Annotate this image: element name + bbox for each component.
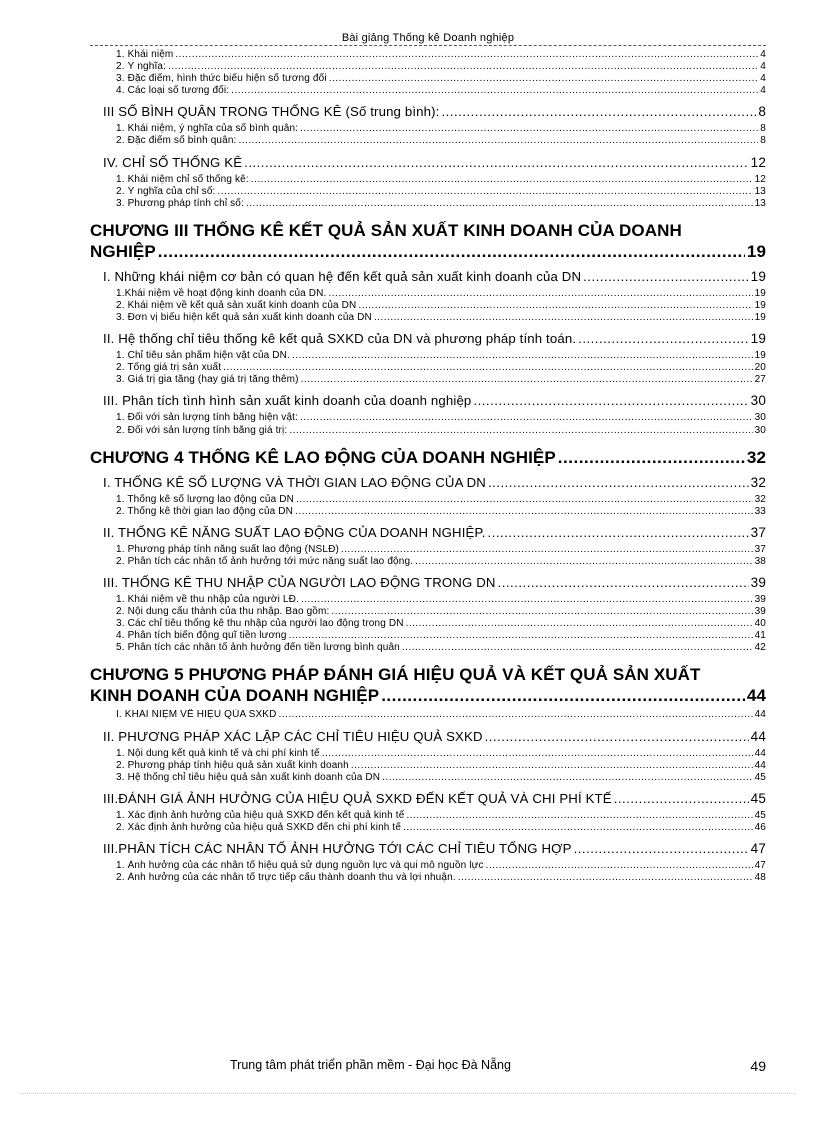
toc-entry-title: 1. Khái niệm, ý nghĩa của số bình quân: xyxy=(116,123,299,135)
toc-entry-title: I. THỐNG KÊ SỐ LƯỢNG VÀ THỜI GIAN LAO ĐỘNG CỦA DN xyxy=(103,474,486,490)
dot-leader xyxy=(301,374,753,386)
subsection-group xyxy=(90,412,766,436)
toc-chapter-entry[interactable] xyxy=(90,447,766,468)
dot-leader xyxy=(300,123,758,135)
dot-leader xyxy=(374,312,753,324)
toc-entry-title: 2. Thống kê thời gian lao động của DN xyxy=(116,505,294,517)
toc-entry-page: 44 xyxy=(754,747,766,759)
dot-leader xyxy=(289,630,753,642)
toc-entry-page: 47 xyxy=(754,860,766,871)
toc-entry-page: 19 xyxy=(754,287,766,299)
toc-entry[interactable] xyxy=(116,748,766,760)
toc-entry[interactable] xyxy=(116,198,766,210)
toc-entry[interactable] xyxy=(116,135,766,147)
toc-entry-page: 45 xyxy=(754,809,766,821)
dot-leader xyxy=(301,594,753,606)
toc-entry[interactable] xyxy=(116,312,766,324)
toc-entry-page: 19 xyxy=(750,331,766,347)
toc-entry[interactable] xyxy=(103,268,766,285)
toc-entry-title: 1. Ảnh hưởng của các nhân tố hiệu quả sử dụng nguồn lực và qui mô nguồn lực xyxy=(116,860,484,871)
section-group xyxy=(90,154,766,171)
toc-entry-title: 2. Đối với sản lượng tính bằng giá trị: xyxy=(116,424,288,436)
toc-entry-page: 33 xyxy=(754,505,766,517)
toc-entry[interactable] xyxy=(116,494,766,506)
toc-entry-title: II. Hệ thống chỉ tiêu thống kê kết quả SXKD của DN và phương pháp tính toán. xyxy=(103,331,577,347)
toc-entry-page: 38 xyxy=(754,555,766,567)
dot-leader xyxy=(158,241,745,262)
toc-entry[interactable] xyxy=(116,61,766,73)
toc-entry-page: 8 xyxy=(760,135,766,147)
section-group xyxy=(90,330,766,347)
toc-entry[interactable] xyxy=(116,374,766,386)
toc-entry[interactable] xyxy=(116,362,766,374)
toc-entry[interactable] xyxy=(116,822,766,834)
toc-entry[interactable] xyxy=(116,594,766,606)
toc-entry-page: 19 xyxy=(754,312,766,324)
toc-entry-page: 40 xyxy=(754,618,766,630)
toc-entry[interactable] xyxy=(116,186,766,198)
toc-entry[interactable] xyxy=(103,524,766,541)
toc-entry-page: 13 xyxy=(754,185,766,197)
toc-entry-title: 5. Phân tích các nhân tố ảnh hưởng đến tiền lương bình quân xyxy=(116,642,400,654)
toc-entry[interactable] xyxy=(116,872,766,884)
toc-entry[interactable] xyxy=(116,350,766,362)
dot-leader xyxy=(406,810,752,822)
toc-entry-title: 1. Xác định ảnh hưởng của hiệu quả SXKD đến kết quả kinh tế xyxy=(116,809,405,821)
toc-entry-title: 1.Khái niệm về hoạt động kinh doanh của DN. xyxy=(116,287,327,299)
toc-entry[interactable] xyxy=(116,174,766,186)
toc-entry-title: 2. Tổng giá trị sản xuất xyxy=(116,362,222,374)
toc-entry-title: 1. Phương pháp tính năng suất lao động (NSLĐ) xyxy=(116,543,339,555)
toc-entry[interactable] xyxy=(116,73,766,85)
dot-leader xyxy=(498,574,749,591)
toc-entry-page: 48 xyxy=(754,872,766,884)
toc-entry-page: 13 xyxy=(754,197,766,209)
subsection-group xyxy=(90,174,766,210)
subsection-group xyxy=(90,123,766,147)
subsection-group xyxy=(90,748,766,784)
dot-leader xyxy=(251,174,753,186)
dot-leader xyxy=(300,412,753,424)
toc-entry-title: 2. Khái niệm về kết quả sản xuất kinh doanh của DN xyxy=(116,299,357,311)
toc-entry-title: 1. Chỉ tiêu sản phẩm hiện vật của DN. xyxy=(116,350,290,362)
toc-entry-title: 2. Nội dung cấu thành của thu nhập. Bao gồm: xyxy=(116,606,330,618)
toc-entry-page: 27 xyxy=(754,374,766,386)
dot-leader xyxy=(239,135,759,147)
toc-entry[interactable] xyxy=(116,860,766,872)
dot-leader xyxy=(295,506,753,518)
section-group xyxy=(90,728,766,745)
dot-leader xyxy=(583,268,749,285)
toc-entry[interactable] xyxy=(116,506,766,518)
dot-leader xyxy=(402,642,753,654)
dot-leader xyxy=(322,748,753,760)
toc-entry-title: 2. Ảnh hưởng của các nhân tố trực tiếp cấu thành doanh thu và lợi nhuận. xyxy=(116,872,456,884)
toc-entry-page: 20 xyxy=(754,362,766,374)
toc-entry-title: 2. Ý nghĩa của chỉ số: xyxy=(116,185,216,197)
toc-entry[interactable] xyxy=(103,154,766,171)
dot-leader xyxy=(458,872,753,884)
table-of-contents xyxy=(90,49,766,884)
toc-entry-title: 2. Xác định ảnh hưởng của hiệu quả SXKD đến chi phí kinh tế xyxy=(116,821,402,833)
toc-entry-page: 19 xyxy=(750,268,766,284)
dot-leader xyxy=(246,198,753,210)
toc-entry-page: 30 xyxy=(754,412,766,424)
toc-entry-page: 30 xyxy=(754,424,766,436)
toc-entry[interactable] xyxy=(116,709,766,721)
toc-entry-title: III SỐ BÌNH QUÂN TRONG THỐNG KÊ (Số trung bình): xyxy=(103,104,440,120)
toc-entry-title: III. Phân tích tình hình sản xuất kinh doanh của doanh nghiệp xyxy=(103,393,472,409)
dot-leader xyxy=(381,685,745,706)
page-number: 49 xyxy=(750,1058,766,1074)
toc-entry[interactable] xyxy=(103,474,766,491)
toc-entry-page: 44 xyxy=(754,709,766,721)
toc-entry[interactable] xyxy=(103,103,766,120)
toc-entry[interactable] xyxy=(103,790,766,807)
toc-entry-page: 44 xyxy=(746,686,766,706)
toc-entry-title: 4. Các loại số tương đối: xyxy=(116,85,230,97)
toc-entry-page: 8 xyxy=(760,123,766,135)
toc-entry-page: 42 xyxy=(754,642,766,654)
section-group xyxy=(90,524,766,541)
toc-entry-page: 19 xyxy=(754,299,766,311)
toc-entry-title: 3. Hệ thống chỉ tiêu hiệu quả sản xuất kinh doanh của DN xyxy=(116,771,381,783)
toc-entry-page: 44 xyxy=(750,728,766,744)
toc-entry-title: 1. Đối với sản lượng tính bằng hiện vật: xyxy=(116,412,299,424)
subsection-group xyxy=(90,350,766,386)
toc-entry-page: 30 xyxy=(750,393,766,409)
section-group xyxy=(90,474,766,491)
dot-leader xyxy=(406,618,753,630)
toc-entry-page: 45 xyxy=(750,790,766,806)
toc-entry[interactable] xyxy=(116,412,766,424)
toc-entry-title: 3. Giá trị gia tăng (hay giá trị tăng thêm) xyxy=(116,374,299,386)
toc-entry-title: 3. Đơn vị biểu hiện kết quả sản xuất kinh doanh của DN xyxy=(116,312,372,324)
toc-entry-title: 1. Nội dung kết quả kinh tế và chi phí kinh tế xyxy=(116,747,320,759)
dot-leader xyxy=(244,154,749,171)
toc-entry-title: CHƯƠNG 4 THỐNG KÊ LAO ĐỘNG CỦA DOANH NGHIỆP xyxy=(90,447,556,467)
toc-entry[interactable] xyxy=(116,772,766,784)
toc-entry-page: 39 xyxy=(750,574,766,590)
toc-entry-page: 46 xyxy=(754,821,766,833)
page-edge xyxy=(20,1093,796,1094)
subsection-group xyxy=(90,544,766,568)
dot-leader xyxy=(175,49,758,61)
dot-leader xyxy=(289,425,752,437)
dot-leader xyxy=(614,790,749,807)
dot-leader xyxy=(328,288,752,300)
section-group xyxy=(90,790,766,807)
toc-entry-title: III.PHÂN TÍCH CÁC NHÂN TỐ ẢNH HƯỞNG TỚI CÁC CHỈ TIÊU TỔNG HỢP xyxy=(103,841,572,856)
toc-entry-page: 41 xyxy=(754,630,766,642)
dot-leader xyxy=(488,474,749,491)
toc-entry-title: 2. Phương pháp tính hiệu quả sản xuất kinh doanh xyxy=(116,759,349,771)
toc-entry[interactable] xyxy=(116,810,766,822)
dot-leader xyxy=(331,606,752,618)
toc-entry-page: 12 xyxy=(750,154,766,170)
toc-entry-title: 4. Phân tích biến động quĩ tiền lương xyxy=(116,630,287,642)
toc-entry-page: 37 xyxy=(754,543,766,555)
toc-entry[interactable] xyxy=(116,425,766,437)
toc-entry-title: III.ĐÁNH GIÁ ẢNH HƯỞNG CỦA HIỆU QUẢ SXKD ĐẾN KẾT QUẢ VÀ CHI PHÍ KTẾ xyxy=(103,790,612,806)
toc-entry-page: 39 xyxy=(754,606,766,618)
dot-leader xyxy=(231,85,758,97)
toc-entry-title: 2. Phân tích các nhân tố ảnh hưởng tới mức năng suất lao động. xyxy=(116,555,414,567)
toc-entry[interactable] xyxy=(116,544,766,556)
toc-entry[interactable] xyxy=(103,840,766,857)
chapter-heading xyxy=(90,664,766,706)
subsection-group xyxy=(90,860,766,884)
toc-entry[interactable] xyxy=(116,618,766,630)
dot-leader xyxy=(296,494,753,506)
toc-entry-title: 3. Các chỉ tiêu thống kê thu nhập của người lao động trong DN xyxy=(116,618,404,630)
dot-leader xyxy=(488,524,749,541)
dot-leader xyxy=(473,392,748,409)
section-group xyxy=(90,103,766,120)
subsection-group xyxy=(90,594,766,654)
toc-entry-page: 12 xyxy=(754,173,766,185)
dot-leader xyxy=(558,447,745,468)
subsection-group xyxy=(90,709,766,721)
section-group xyxy=(90,392,766,409)
toc-entry-title: IV. CHỈ SỐ THỐNG KÊ xyxy=(103,154,243,170)
dot-leader xyxy=(341,544,753,556)
toc-entry[interactable] xyxy=(116,760,766,772)
dot-leader xyxy=(329,73,759,85)
dot-leader xyxy=(485,728,749,745)
toc-entry-title: 2. Đặc điểm số bình quân: xyxy=(116,135,237,147)
footer-text: Trung tâm phát triển phần mềm - Đại học Đà Nẵng xyxy=(230,1058,511,1072)
dot-leader xyxy=(486,860,753,872)
toc-entry-title: II. THỐNG KÊ NĂNG SUẤT LAO ĐỘNG CỦA DOANH NGHIỆP. xyxy=(103,524,486,540)
toc-entry-page: 44 xyxy=(754,759,766,771)
toc-entry-title: 1. Thống kê số lượng lao động của DN xyxy=(116,493,295,505)
toc-entry[interactable] xyxy=(116,85,766,97)
toc-entry[interactable] xyxy=(116,556,766,568)
toc-entry-page: 39 xyxy=(754,593,766,605)
toc-entry[interactable] xyxy=(116,642,766,654)
toc-entry-page: 19 xyxy=(754,350,766,362)
chapter-title-line: CHƯƠNG 5 PHƯƠNG PHÁP ĐÁNH GIÁ HIỆU QUẢ VÀ KẾT QUẢ SẢN XUẤT xyxy=(90,665,701,685)
subsection-group xyxy=(90,288,766,324)
dot-leader xyxy=(382,772,752,784)
section-group xyxy=(90,840,766,857)
toc-entry[interactable] xyxy=(103,392,766,409)
toc-entry-page: 4 xyxy=(760,61,766,73)
toc-entry-title: I. Những khái niệm cơ bản có quan hệ đến kết quả sản xuất kinh doanh của DN xyxy=(103,268,582,284)
toc-entry[interactable] xyxy=(103,728,766,745)
dot-leader xyxy=(223,362,752,374)
toc-entry-title: 1. Khái niệm xyxy=(116,49,174,60)
toc-entry[interactable] xyxy=(103,574,766,591)
toc-entry[interactable] xyxy=(116,49,766,61)
dot-leader xyxy=(441,103,756,120)
toc-entry[interactable] xyxy=(103,330,766,347)
toc-entry-page: 45 xyxy=(754,771,766,783)
dot-leader xyxy=(168,61,758,73)
toc-entry-title: 1. Khái niệm chỉ số thống kê: xyxy=(116,173,249,185)
chapter-heading xyxy=(90,220,766,262)
subsection-group xyxy=(90,810,766,834)
toc-entry-page: 4 xyxy=(760,49,766,60)
toc-entry-page: 4 xyxy=(760,85,766,97)
section-group xyxy=(90,268,766,285)
toc-entry-page: 32 xyxy=(754,493,766,505)
toc-entry-page: 47 xyxy=(750,841,766,856)
dot-leader xyxy=(217,186,752,198)
toc-entry-title: NGHIỆP xyxy=(90,241,156,261)
toc-entry[interactable] xyxy=(116,606,766,618)
dot-leader xyxy=(415,556,752,568)
toc-entry-page: 32 xyxy=(746,447,766,467)
subsection-group xyxy=(90,49,766,97)
toc-entry-page: 8 xyxy=(758,104,766,120)
dot-leader xyxy=(578,330,749,347)
toc-chapter-entry[interactable] xyxy=(90,241,766,262)
toc-entry-page: 19 xyxy=(746,241,766,261)
dot-leader xyxy=(574,840,749,857)
toc-entry-page: 4 xyxy=(760,73,766,85)
section-group xyxy=(90,574,766,591)
dot-leader xyxy=(279,709,753,721)
chapter-title-line: CHƯƠNG III THỐNG KÊ KẾT QUẢ SẢN XUẤT KINH DOANH CỦA DOANH xyxy=(90,220,682,240)
toc-entry[interactable] xyxy=(116,288,766,300)
toc-entry-title: II. PHƯƠNG PHÁP XÁC LẬP CÁC CHỈ TIÊU HIỆU QUẢ SXKD xyxy=(103,728,483,744)
page-header: Bài giảng Thống kê Doanh nghiệp xyxy=(90,32,766,46)
dot-leader xyxy=(351,760,753,772)
toc-entry-title: 3. Đặc điểm, hình thức biểu hiện số tương đối xyxy=(116,73,327,85)
chapter-heading xyxy=(90,447,766,468)
toc-entry-title: KINH DOANH CỦA DOANH NGHIỆP xyxy=(90,686,380,706)
toc-entry-title: III. THỐNG KÊ THU NHẬP CỦA NGƯỜI LAO ĐỘNG TRONG DN xyxy=(103,574,496,590)
toc-entry-title: I. KHÁI NIỆM VỀ HIỆU QỦA SXKD xyxy=(116,709,277,721)
toc-chapter-entry[interactable] xyxy=(90,685,766,706)
toc-entry[interactable] xyxy=(116,123,766,135)
toc-entry[interactable] xyxy=(116,630,766,642)
dot-leader xyxy=(292,350,753,362)
toc-entry-title: 2. Ý nghĩa: xyxy=(116,61,167,73)
subsection-group xyxy=(90,494,766,518)
dot-leader xyxy=(403,822,752,834)
toc-entry-title: 1. Khái niệm về thu nhập của người LĐ. xyxy=(116,593,299,605)
toc-entry-page: 32 xyxy=(750,474,766,490)
dot-leader xyxy=(358,300,752,312)
toc-entry-page: 37 xyxy=(750,524,766,540)
toc-entry-title: 3. Phương pháp tính chỉ số: xyxy=(116,197,244,209)
toc-entry[interactable] xyxy=(116,300,766,312)
